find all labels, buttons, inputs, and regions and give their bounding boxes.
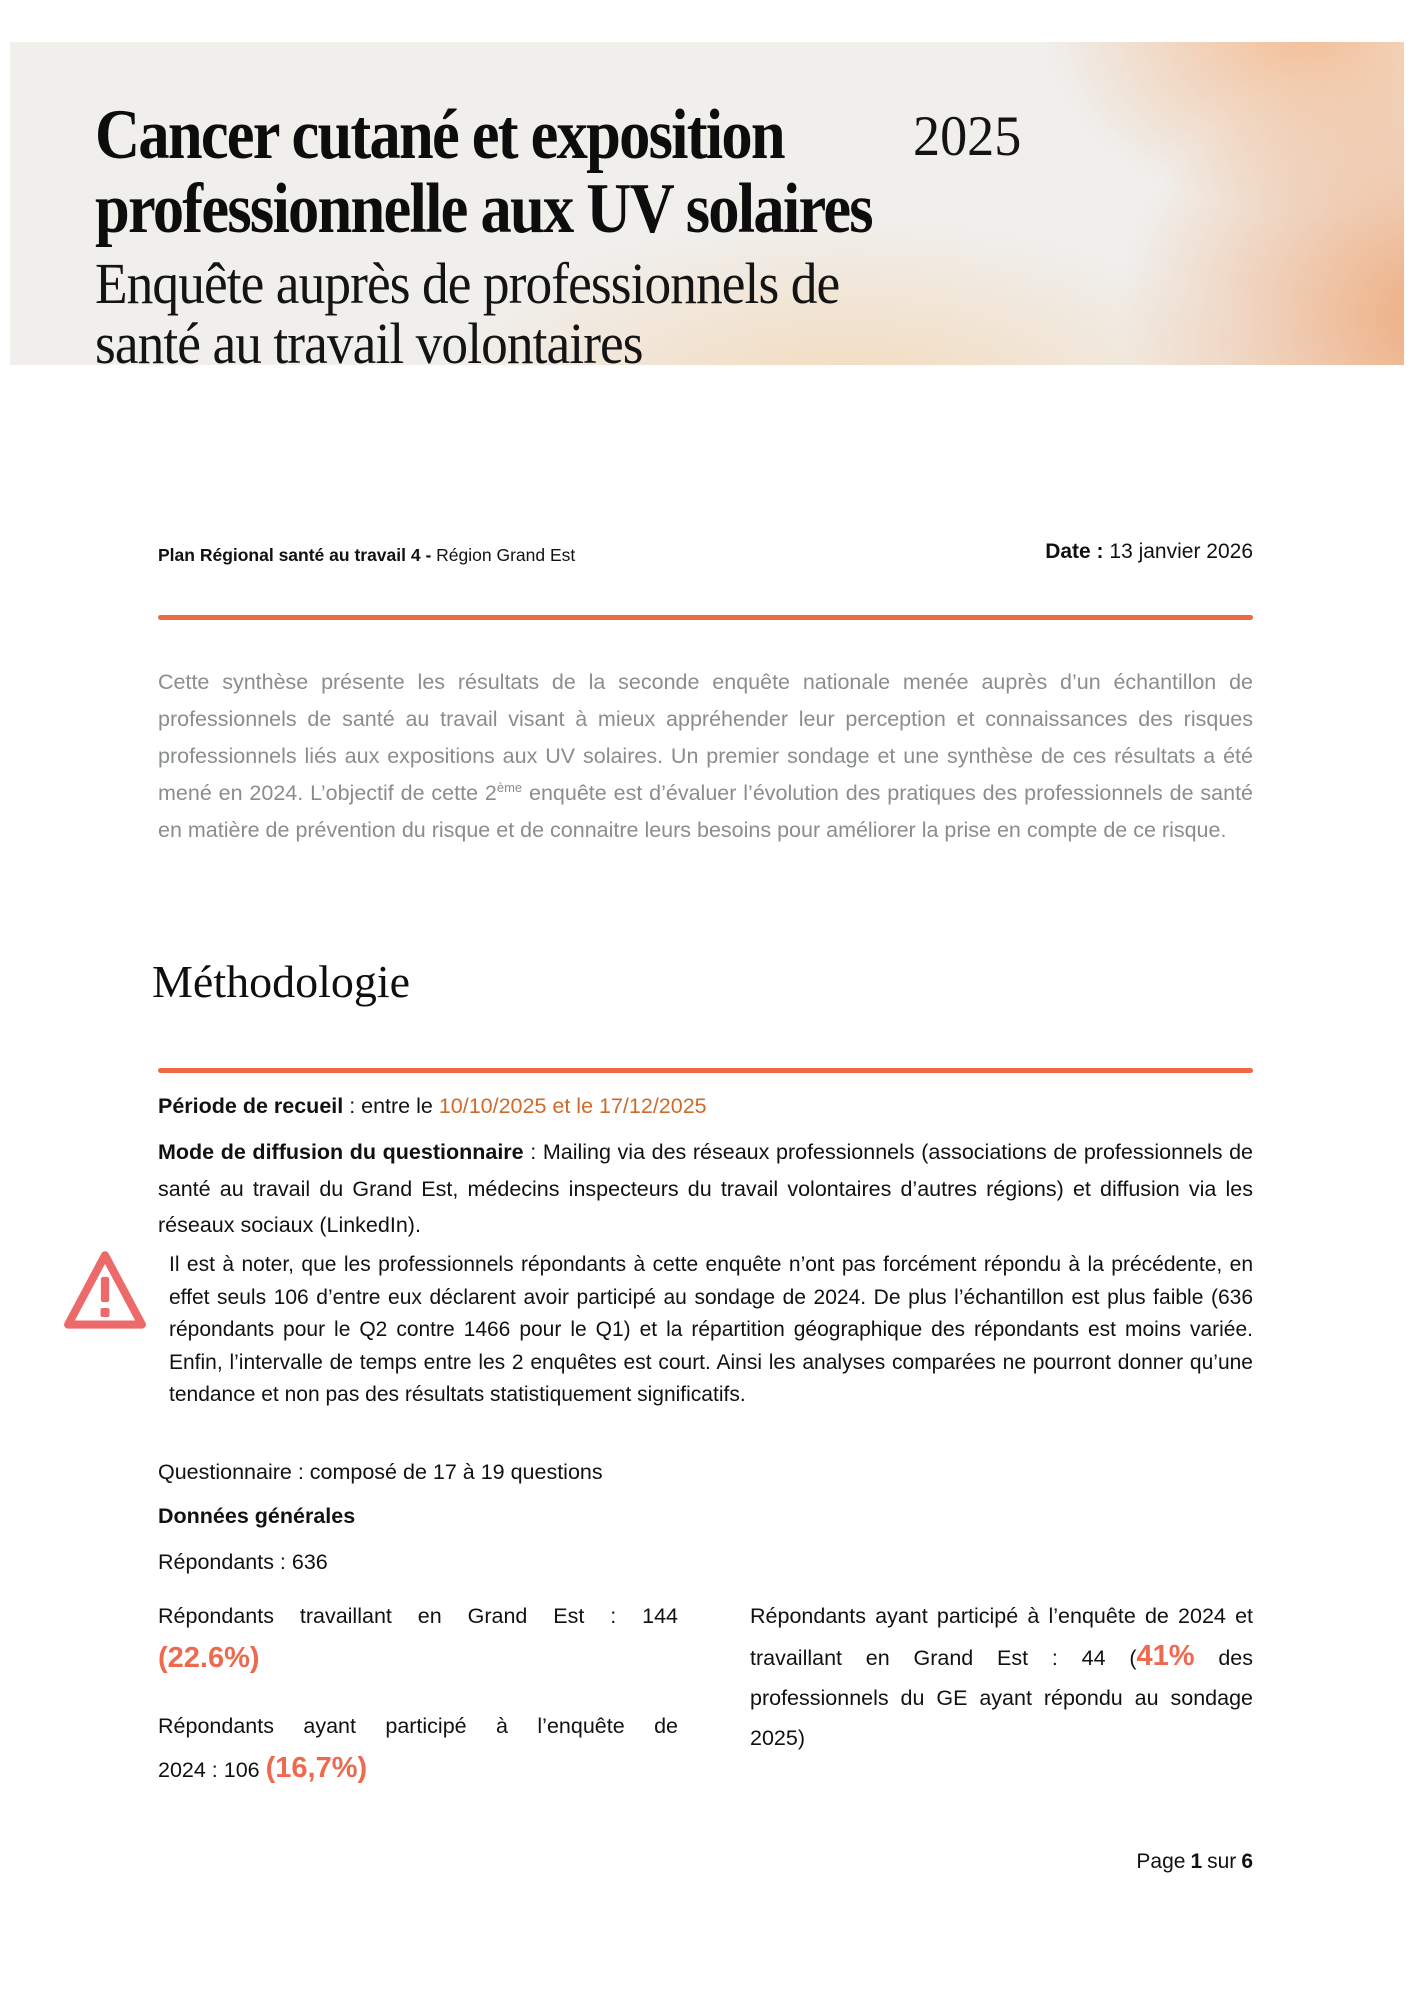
document-title — [95, 98, 872, 246]
title-line-2: professionnelle aux UV solaires — [95, 170, 872, 248]
intro-text-before: Cette synthèse présente les résultats de la seconde enquête nationale menée auprès d’un échantillon de professionnels de santé au travail visant à mieux appréhender leur perception et connaissances des risques professionnels liés aux expositions aux UV solaires. Un premier sondage et une synthèse de ces résultats a été mené en 2024. L’objectif de cette 2 — [158, 670, 1253, 805]
stat-2024-value-line — [158, 1748, 678, 1790]
title-line-1: Cancer cutané et exposition — [95, 96, 784, 174]
page-label: Page — [1136, 1850, 1186, 1873]
periode-mid: : entre le — [343, 1094, 439, 1118]
divider-line-top — [158, 615, 1253, 620]
document-subtitle — [95, 251, 840, 376]
program-region: Région Grand Est — [436, 545, 576, 565]
stat-right-after: des professionnels du GE ayant répondu au sondage 2025) — [750, 1646, 1253, 1750]
divider-line-methodology — [158, 1068, 1253, 1073]
warning-paragraph: Il est à noter, que les professionnels répondants à cette enquête n’ont pas forcément répondu à la précédente, en effet seuls 106 d’entre eux déclarent avoir participé au sondage de 2024. De plus l’échantillon est plus faible (636 répondants pour le Q2 contre 1466 pour le Q1) et la répartition géographique des répondants est moins variée. Enfin, l’intervalle de temps entre les 2 enquêtes est court. Ainsi les analyses comparées ne pourront donner qu’une tendance et non pas des résultats statistiquement significatifs. — [169, 1253, 1253, 1406]
year-label: 2025 — [913, 105, 1022, 168]
periode-dates: 10/10/2025 et le 17/12/2025 — [438, 1094, 707, 1118]
subtitle-line-2: santé au travail volontaires — [95, 311, 643, 376]
date-label: Date : — [1045, 540, 1110, 563]
intro-text-after: enquête est d’évaluer l’évolution des pratiques des professionnels de santé en matière de prévention du risque et de connaitre leurs besoins pour améliorer la prise en compte de ce risque. — [158, 781, 1254, 842]
stat-right-percent: 41% — [1136, 1640, 1195, 1672]
stat-2024-value: 2024 : 106 — [158, 1758, 266, 1782]
subtitle-line-1: Enquête auprès de professionnels de — [95, 251, 840, 316]
date-value: 13 janvier 2026 — [1109, 540, 1253, 563]
mode-label: Mode de diffusion du questionnaire — [158, 1140, 524, 1164]
intro-paragraph — [158, 664, 1253, 849]
diffusion-mode-paragraph — [158, 1134, 1253, 1244]
general-data-heading: Données générales — [158, 1504, 356, 1528]
intro-superscript: ème — [496, 779, 523, 795]
stat-grand-est-percent: (22.6%) — [158, 1642, 260, 1674]
collection-period-line — [158, 1094, 1253, 1119]
mode-text: : Mailing via des réseaux professionnels (associations de professionnels de santé au travail du Grand Est, médecins inspecteurs du travail volontaires d’autres régions) et diffusion via les réseaux sociaux (LinkedIn). — [158, 1140, 1253, 1237]
stat-2024-line: Répondants ayant participé à l’enquête de — [158, 1714, 678, 1738]
stat-grand-est-line: Répondants travaillant en Grand Est : 144 — [158, 1604, 678, 1628]
stats-column-left — [158, 1596, 678, 1790]
stats-column-right — [750, 1596, 1253, 1758]
respondents-line: Répondants : 636 — [158, 1550, 328, 1574]
stat-2024-percent: (16,7%) — [265, 1752, 368, 1784]
stat-right-before: Répondants ayant participé à l’enquête de 2024 et travaillant en Grand Est : 44 ( — [750, 1604, 1253, 1670]
page-total: 6 — [1241, 1850, 1253, 1873]
periode-label: Période de recueil — [158, 1094, 344, 1118]
page-current: 1 — [1190, 1850, 1203, 1873]
header-banner — [10, 42, 1404, 376]
questionnaire-line: Questionnaire : composé de 17 à 19 questions — [158, 1460, 603, 1484]
warning-icon — [60, 1247, 150, 1341]
page-number-footer — [158, 1850, 1253, 1874]
date-line — [158, 540, 1253, 564]
section-heading-methodologie: Méthodologie — [152, 956, 411, 1007]
program-name: Plan Régional santé au travail 4 - — [158, 545, 437, 565]
page-of-label: sur — [1207, 1850, 1237, 1873]
